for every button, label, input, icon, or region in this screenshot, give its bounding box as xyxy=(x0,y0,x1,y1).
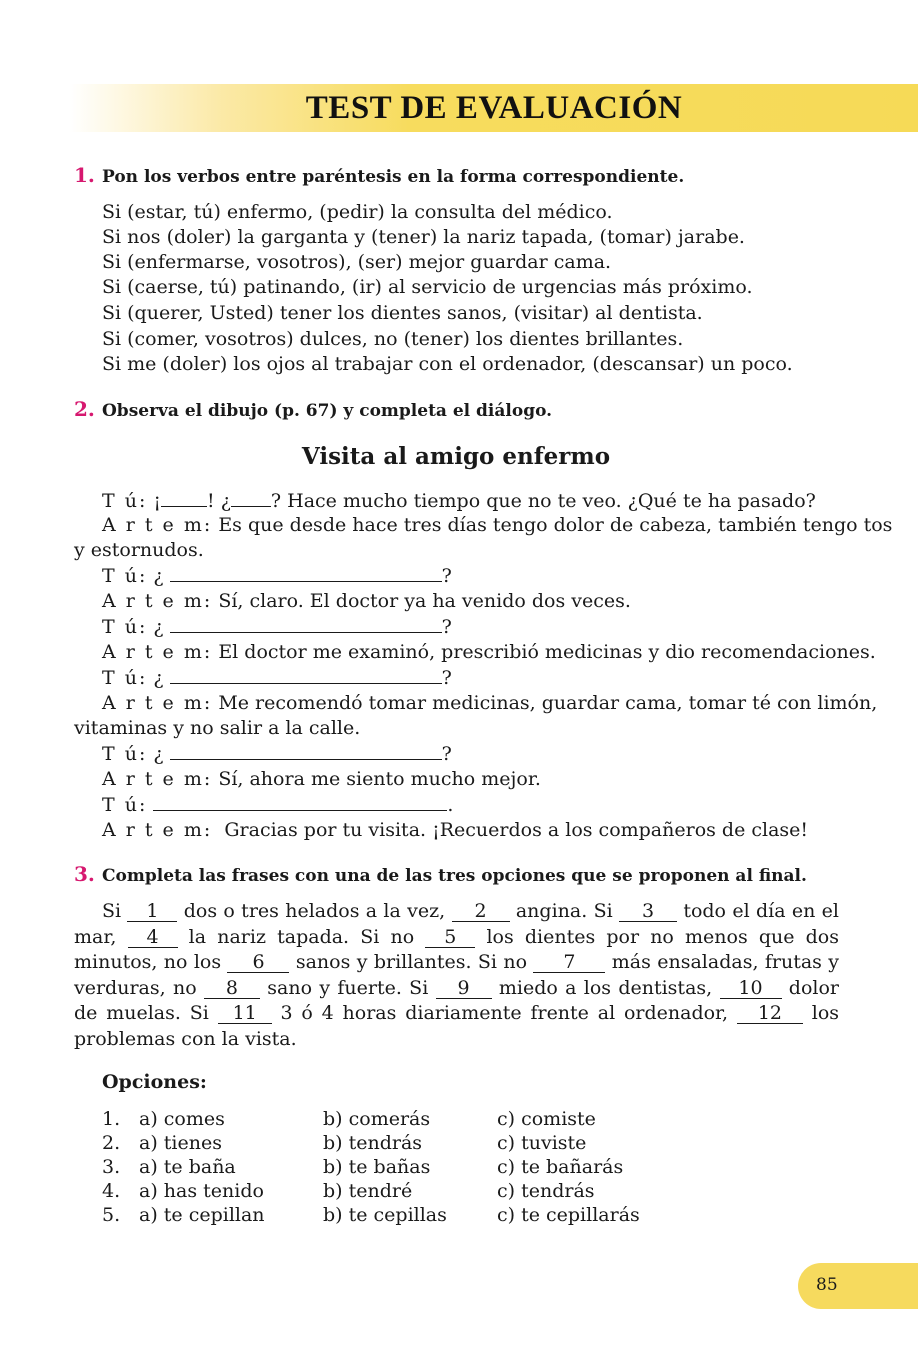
option-a: a) comes xyxy=(139,1108,225,1130)
option-c: c) te bañarás xyxy=(497,1156,624,1178)
dialogue-line-continued: vitaminas y no salir a la calle. xyxy=(74,717,361,739)
dialogue-line-tu: T ú: ¿ ? xyxy=(102,667,452,689)
dialogue-line-tu: T ú: ¿ ? xyxy=(102,565,452,587)
exercise-1-line: Si (caerse, tú) patinando, (ir) al servicio de urgencias más próximo. xyxy=(102,276,753,298)
dialogue-line-artem: A r t e m: Gracias por tu visita. ¡Recuerdos a los compañeros de clase! xyxy=(102,819,809,841)
numbered-blank[interactable]: 7 xyxy=(533,952,605,973)
dialogue-line-artem: A r t e m: Es que desde hace tres días tengo dolor de cabeza, también tengo tos xyxy=(102,514,893,536)
option-b: b) tendré xyxy=(323,1180,413,1202)
dialogue-line-artem: A r t e m: El doctor me examinó, prescribió medicinas y dio recomendaciones. xyxy=(102,641,876,663)
numbered-blank[interactable]: 10 xyxy=(720,978,782,999)
numbered-blank[interactable]: 3 xyxy=(619,901,677,922)
exercise-1-line: Si me (doler) los ojos al trabajar con el ordenador, (descansar) un poco. xyxy=(102,353,793,375)
option-a: a) te baña xyxy=(139,1156,236,1178)
section-1-number: 1. xyxy=(74,163,95,187)
numbered-blank[interactable]: 4 xyxy=(128,927,178,948)
option-b: b) te cepillas xyxy=(323,1204,447,1226)
dialogue-line-tu: T ú: ¿ ? xyxy=(102,743,452,765)
exercise-1-line: Si (estar, tú) enfermo, (pedir) la consulta del médico. xyxy=(102,201,613,223)
options-heading: Opciones: xyxy=(102,1071,207,1093)
answer-blank[interactable] xyxy=(170,665,442,684)
numbered-blank[interactable]: 5 xyxy=(425,927,475,948)
answer-blank[interactable] xyxy=(231,488,271,507)
title-banner xyxy=(70,84,918,132)
numbered-blank[interactable]: 9 xyxy=(436,978,492,999)
option-b: b) tendrás xyxy=(323,1132,423,1154)
dialogue-line-continued: y estornudos. xyxy=(74,539,204,561)
answer-blank[interactable] xyxy=(161,488,207,507)
section-3-heading xyxy=(74,862,807,886)
dialogue-line-artem: A r t e m: Sí, ahora me siento mucho mejor. xyxy=(102,768,541,790)
option-a: a) te cepillan xyxy=(139,1204,265,1226)
option-c: c) tendrás xyxy=(497,1180,595,1202)
exercise-1-line: Si nos (doler) la garganta y (tener) la nariz tapada, (tomar) jarabe. xyxy=(102,226,745,248)
option-b: b) te bañas xyxy=(323,1156,431,1178)
numbered-blank[interactable]: 6 xyxy=(227,952,289,973)
numbered-blank[interactable]: 11 xyxy=(218,1003,272,1024)
dialogue-line-tu: T ú: ¿ ? xyxy=(102,616,452,638)
numbered-blank[interactable]: 8 xyxy=(204,978,260,999)
exercise-1-line: Si (querer, Usted) tener los dientes sanos, (visitar) al dentista. xyxy=(102,302,703,324)
answer-blank[interactable] xyxy=(170,614,442,633)
exercise-1-line: Si (enfermarse, vosotros), (ser) mejor guardar cama. xyxy=(102,251,612,273)
section-3-instruction: Completa las frases con una de las tres opciones que se proponen al final. xyxy=(102,866,807,886)
option-number: 1. xyxy=(102,1108,121,1130)
option-c: c) te cepillarás xyxy=(497,1204,640,1226)
section-1-heading xyxy=(74,163,684,187)
section-2-number: 2. xyxy=(74,397,95,421)
page-number-tab xyxy=(798,1263,918,1309)
dialogue-title: Visita al amigo enfermo xyxy=(301,443,611,470)
page-number: 85 xyxy=(816,1275,838,1295)
section-3-number: 3. xyxy=(74,862,95,886)
option-number: 3. xyxy=(102,1156,121,1178)
page-title: TEST DE EVALUACIÓN xyxy=(305,90,683,126)
dialogue-line-artem: A r t e m: Sí, claro. El doctor ya ha venido dos veces. xyxy=(102,590,631,612)
option-c: c) tuviste xyxy=(497,1132,587,1154)
numbered-blank[interactable]: 12 xyxy=(737,1003,803,1024)
dialogue-line-tu: T ú: . xyxy=(102,794,454,816)
option-number: 5. xyxy=(102,1204,121,1226)
option-number: 2. xyxy=(102,1132,121,1154)
numbered-blank[interactable]: 2 xyxy=(452,901,510,922)
dialogue-line-artem: A r t e m: Me recomendó tomar medicinas, guardar cama, tomar té con limón, xyxy=(102,692,878,714)
section-2-instruction: Observa el dibujo (p. 67) y completa el diálogo. xyxy=(102,401,553,421)
option-c: c) comiste xyxy=(497,1108,596,1130)
option-number: 4. xyxy=(102,1180,121,1202)
section-1-instruction: Pon los verbos entre paréntesis en la forma correspondiente. xyxy=(102,167,685,187)
fill-in-paragraph: Si 1 dos o tres helados a la vez, 2 angina. Si 3 todo el día en el mar, 4 la nariz tapada. Si no 5 los dientes por no menos que dos minutos, no los 6 sanos y brillantes. Si no 7 más ensaladas, frutas y verduras, no 8 sano y fuerte. Si 9 miedo a los dentistas, 10 dolor de muelas. Si 11 3 ó 4 horas diariamente frente al ordenador, 12 los problemas con la vista. xyxy=(74,900,840,1050)
answer-blank[interactable] xyxy=(170,563,442,582)
numbered-blank[interactable]: 1 xyxy=(127,901,177,922)
exercise-1-line: Si (comer, vosotros) dulces, no (tener) los dientes brillantes. xyxy=(102,328,684,350)
option-a: a) has tenido xyxy=(139,1180,264,1202)
option-b: b) comerás xyxy=(323,1108,431,1130)
option-a: a) tienes xyxy=(139,1132,222,1154)
dialogue-line-tu: T ú: ¡ ! ¿ ? Hace mucho tiempo que no te veo. ¿Qué te ha pasado? xyxy=(102,490,816,512)
section-2-heading xyxy=(74,397,552,421)
answer-blank[interactable] xyxy=(153,792,447,811)
answer-blank[interactable] xyxy=(170,741,442,760)
